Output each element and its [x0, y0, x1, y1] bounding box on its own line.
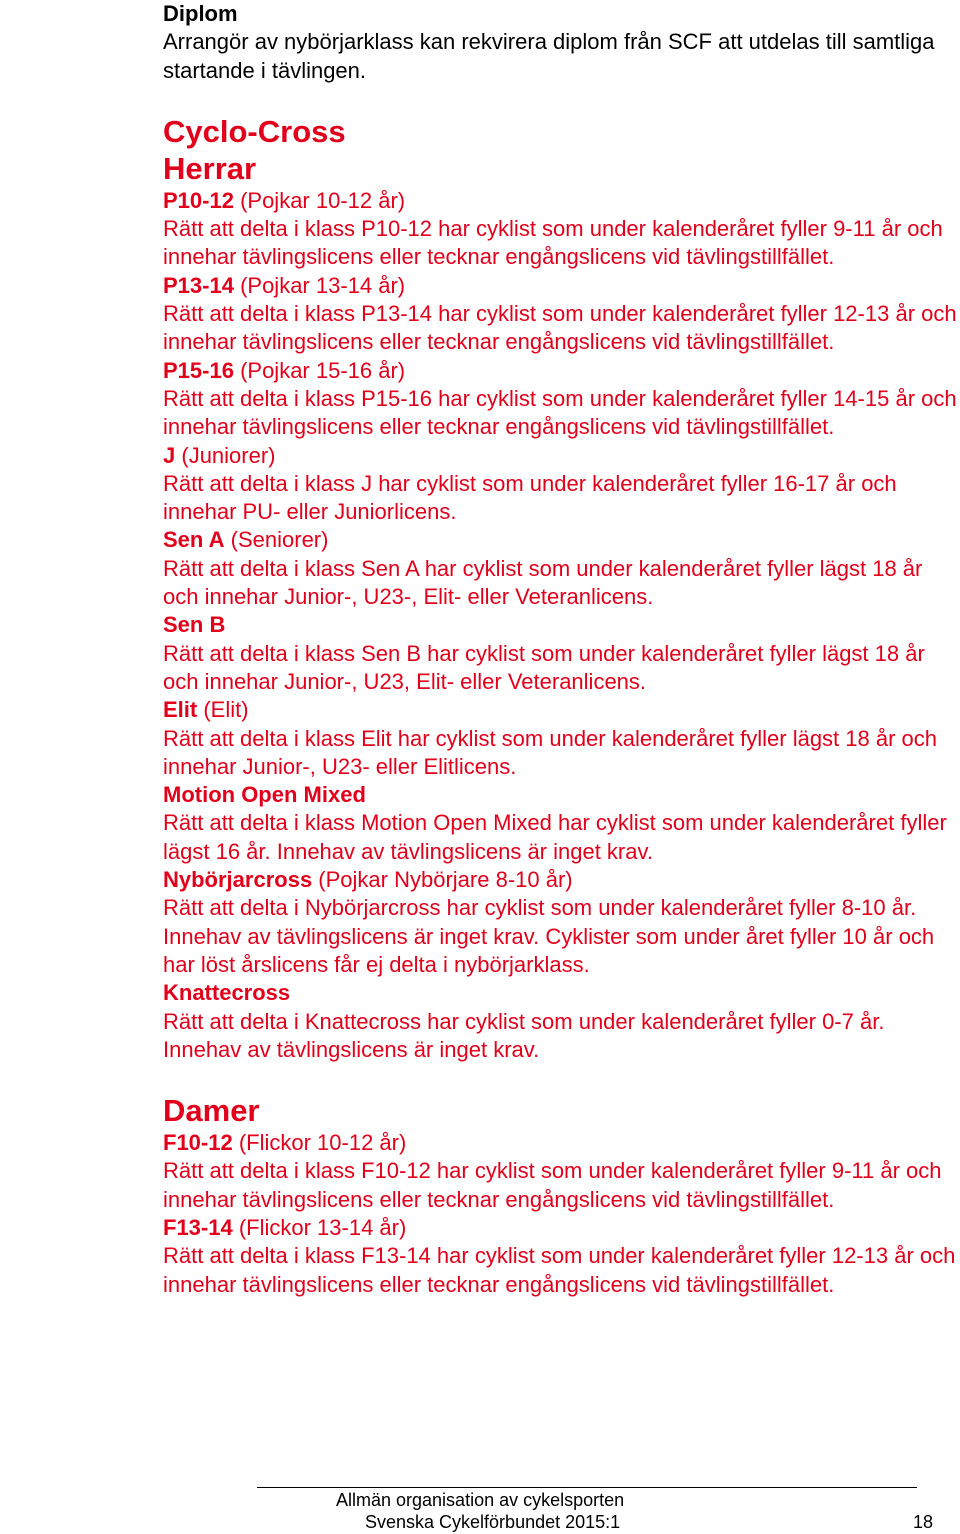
- class-suffix: (Elit): [197, 697, 249, 723]
- herrar-classes: [163, 187, 960, 1064]
- class-name: Nybörjarcross: [163, 867, 313, 893]
- class-sen-b: [163, 611, 960, 696]
- class-text: Rätt att delta i klass Sen A har cyklist som under kalenderåret fyller lägst 18 år och innehar Junior-, U23-, Elit- eller Veteranlicens.: [163, 555, 923, 610]
- class-suffix: (Pojkar 13-14 år): [233, 272, 406, 298]
- class-j: [163, 442, 960, 527]
- class-name: P13-14: [163, 272, 234, 298]
- section-title: Cyclo-Cross: [163, 113, 346, 149]
- class-suffix: (Pojkar Nybörjare 8-10 år): [312, 867, 573, 893]
- class-text: Rätt att delta i klass Motion Open Mixed har cyklist som under kalenderåret fyller lägst 16 år. Innehav av tävlingslicens är inget krav.: [163, 810, 947, 864]
- class-name: J: [163, 442, 176, 468]
- class-name: Sen B: [163, 612, 226, 638]
- footer-federation: Svenska Cykelförbundet 2015:1: [365, 1512, 621, 1532]
- class-name: F10-12: [163, 1130, 233, 1156]
- intro-block: [163, 0, 960, 85]
- class-suffix: (Flickor 10-12 år): [232, 1130, 407, 1156]
- class-p13-14: [163, 272, 960, 357]
- class-name: Elit: [163, 697, 198, 723]
- page-footer: [257, 1489, 937, 1533]
- class-suffix: (Pojkar 15-16 år): [233, 357, 406, 383]
- document-body: [163, 0, 960, 1299]
- page-number: 18: [913, 1512, 934, 1532]
- class-motion-open-mixed: [163, 781, 960, 866]
- class-name: P15-16: [163, 357, 234, 383]
- class-name: Sen A: [163, 527, 225, 553]
- damer-classes: [163, 1129, 960, 1299]
- class-suffix: (Flickor 13-14 år): [232, 1214, 407, 1240]
- class-text: Rätt att delta i klass P13-14 har cyklist som under kalenderåret fyller 12-13 år och innehar tävlingslicens eller tecknar engångslicens vid tävlingstillfället.: [163, 301, 957, 355]
- class-nyborjarcross: [163, 866, 960, 979]
- class-suffix: (Pojkar 10-12 år): [233, 187, 406, 213]
- class-text: Rätt att delta i klass P10-12 har cyklist som under kalenderåret fyller 9-11 år och innehar tävlingslicens eller tecknar engångslicens vid tävlingstillfället.: [163, 216, 943, 270]
- footer-divider: [257, 1487, 917, 1488]
- footer-row: [257, 1511, 937, 1533]
- class-name: Motion Open Mixed: [163, 782, 366, 808]
- class-text: Rätt att delta i klass Sen B har cyklist som under kalenderåret fyller lägst 18 år och innehar Junior-, U23, Elit- eller Veteranlicens.: [163, 640, 925, 694]
- class-suffix: (Juniorer): [175, 442, 276, 468]
- class-p15-16: [163, 357, 960, 442]
- class-text: Rätt att delta i klass F10-12 har cyklist som under kalenderåret fyller 9-11 år och innehar tävlingslicens eller tecknar engångslicens vid tävlingstillfället.: [163, 1158, 942, 1212]
- class-f13-14: [163, 1214, 960, 1299]
- intro-text: Arrangör av nybörjarklass kan rekvirera diplom från SCF att utdelas till samtliga startande i tävlingen.: [163, 29, 935, 83]
- class-text: Rätt att delta i klass Elit har cyklist som under kalenderåret fyller lägst 18 år och innehar Junior-, U23- eller Elitlicens.: [163, 725, 938, 779]
- footer-org: Allmän organisation av cykelsporten: [336, 1490, 625, 1510]
- class-knattecross: [163, 979, 960, 1064]
- intro-title: Diplom: [163, 1, 238, 26]
- class-text: Rätt att delta i klass P15-16 har cyklist som under kalenderåret fyller 14-15 år och innehar tävlingslicens eller tecknar engångslicens vid tävlingstillfället.: [163, 385, 957, 440]
- class-text: Rätt att delta i klass F13-14 har cyklist som under kalenderåret fyller 12-13 år och innehar tävlingslicens eller tecknar engångslicens vid tävlingstillfället.: [163, 1243, 956, 1297]
- class-text: Rätt att delta i Knattecross har cyklist som under kalenderåret fyller 0-7 år. Innehav av tävlingslicens är inget krav.: [163, 1008, 885, 1062]
- class-text: Rätt att delta i klass J har cyklist som under kalenderåret fyller 16-17 år och innehar PU- eller Juniorlicens.: [163, 470, 897, 525]
- class-name: F13-14: [163, 1214, 233, 1240]
- damer-title: Damer: [163, 1093, 260, 1129]
- class-f10-12: [163, 1129, 960, 1214]
- class-elit: [163, 696, 960, 781]
- class-name: Knattecross: [163, 980, 291, 1006]
- class-sen-a: [163, 526, 960, 611]
- herrar-title: Herrar: [163, 150, 257, 186]
- class-text: Rätt att delta i Nybörjarcross har cyklist som under kalenderåret fyller 8-10 år. Innehav av tävlingslicens är inget krav. Cyklister som under året fyller 10 år och har löst årslicens får ej delta i nybörjarklass.: [163, 895, 935, 977]
- class-name: P10-12: [163, 187, 234, 213]
- class-p10-12: [163, 187, 960, 272]
- class-suffix: (Seniorer): [224, 527, 329, 553]
